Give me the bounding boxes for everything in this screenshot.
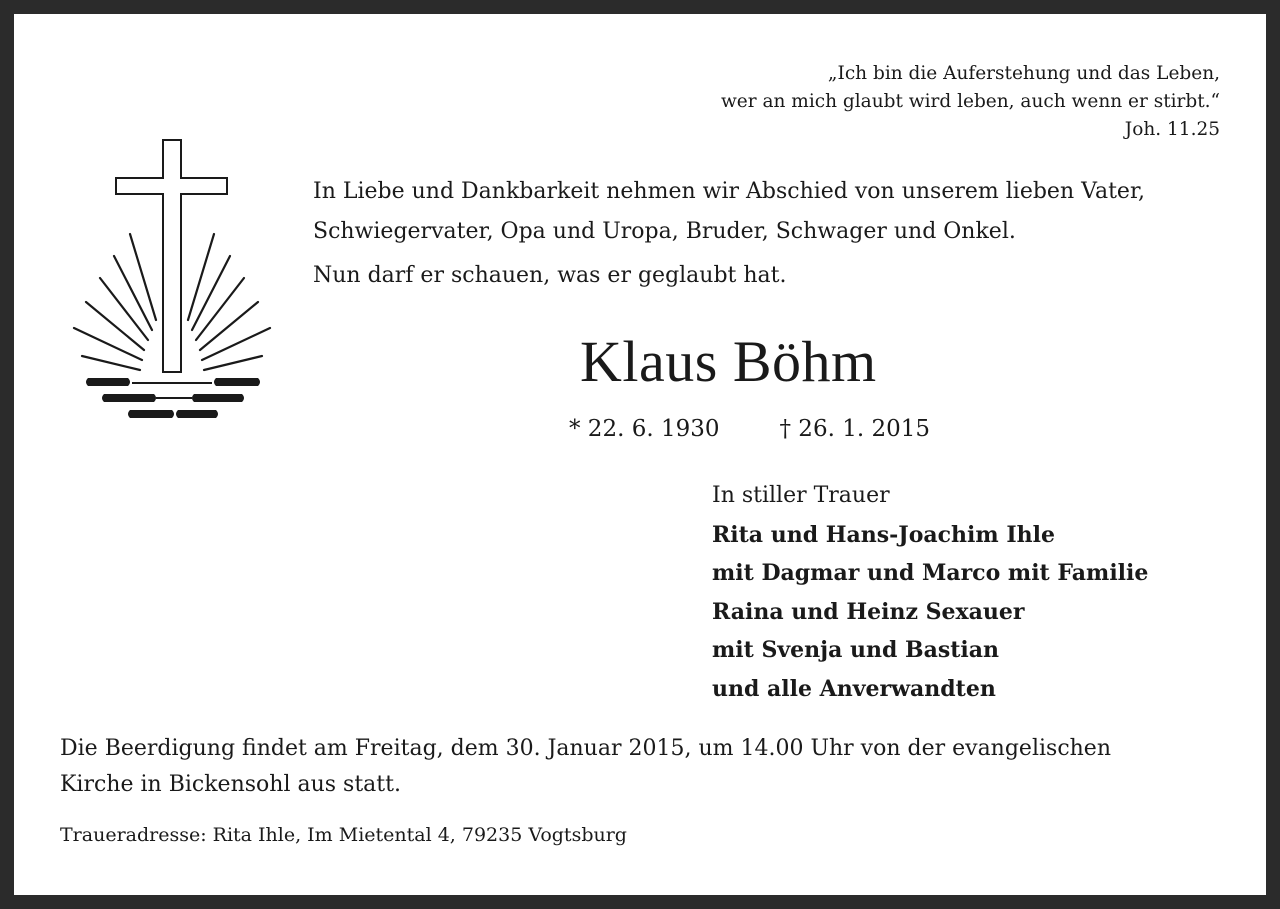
deceased-name: Klaus Böhm bbox=[580, 329, 877, 394]
mourner-name: mit Dagmar und Marco mit Familie bbox=[712, 560, 1149, 586]
funeral-line: Kirche in Bickensohl aus statt. bbox=[60, 772, 401, 797]
mourning-address: Traueradresse: Rita Ihle, Im Mietental 4, 79235 Vogtsburg bbox=[60, 824, 627, 846]
farewell-text bbox=[313, 172, 1145, 252]
funeral-line: Die Beerdigung findet am Freitag, dem 30. Januar 2015, um 14.00 Uhr von der evangelischen bbox=[60, 736, 1111, 761]
farewell-line: In Liebe und Dankbarkeit nehmen wir Abschied von unserem lieben Vater, bbox=[313, 179, 1146, 204]
belief-text: Nun darf er schauen, was er geglaubt hat. bbox=[313, 263, 787, 288]
obituary-notice bbox=[14, 14, 1266, 895]
mourner-name: mit Svenja und Bastian bbox=[712, 637, 1000, 663]
quote-line: wer an mich glaubt wird leben, auch wenn er stirbt.“ bbox=[720, 91, 1220, 112]
cross-sunrise-icon bbox=[68, 138, 276, 422]
quote-line: „Ich bin die Auferstehung und das Leben, bbox=[827, 63, 1220, 84]
death-date: † 26. 1. 2015 bbox=[779, 416, 930, 442]
bible-quote bbox=[721, 60, 1220, 144]
funeral-info bbox=[60, 731, 1230, 803]
farewell-line: Schwiegervater, Opa und Uropa, Bruder, Schwager und Onkel. bbox=[313, 219, 1016, 244]
mourner-name: Raina und Heinz Sexauer bbox=[712, 598, 1025, 625]
mourner-name: und alle Anverwandten bbox=[712, 675, 996, 702]
mourning-heading: In stiller Trauer bbox=[712, 483, 890, 508]
mourner-name: Rita und Hans-Joachim Ihle bbox=[712, 521, 1055, 548]
life-dates bbox=[569, 416, 930, 442]
mourners-block bbox=[712, 477, 1148, 708]
quote-reference: Joh. 11.25 bbox=[1124, 119, 1220, 140]
birth-date: * 22. 6. 1930 bbox=[569, 416, 720, 442]
